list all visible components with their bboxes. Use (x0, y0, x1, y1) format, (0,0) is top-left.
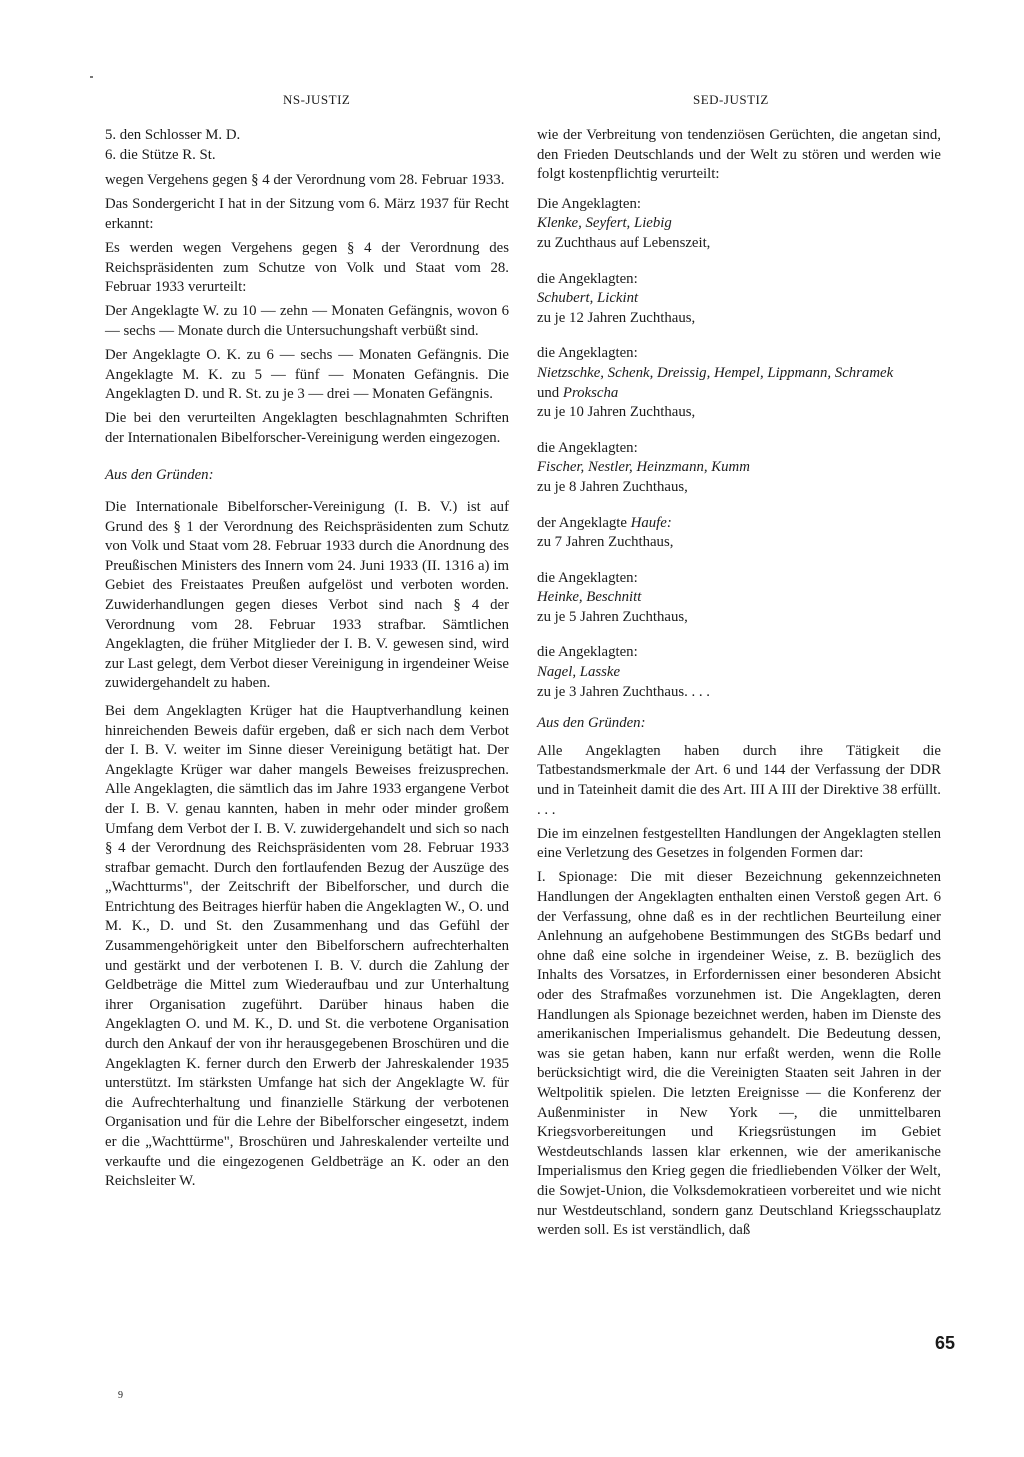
paragraph: wegen Vergehens gegen § 4 der Verordnung vom 28. Februar 1933. (105, 172, 505, 189)
verdict-sentence: zu Zuchthaus auf Lebenszeit, (537, 234, 711, 251)
verdict-names: Schubert, Lickint (537, 290, 639, 307)
body-paragraph: Die im einzelnen festgestellten Handlungen der Angeklagten stellen eine Verletzung des Gesetzes in folgenden Formen dar: (537, 825, 941, 862)
paragraph: Das Sondergericht I hat in der Sitzung vom 6. März 1937 für Recht erkannt: (105, 196, 509, 232)
verdict-names: Heinke, Beschnitt (537, 589, 642, 606)
running-header-left: NS-JUSTIZ (283, 92, 351, 107)
verdict-block (537, 439, 941, 498)
body-paragraph: Die Internationale Bibelforscher-Vereinigung (I. B. V.) ist auf Grund des § 1 der Verordnung des Reichspräsidenten zum Schutz von Volk und Staat vom 28. Februar 1933 durch die Anordnung des Preußischen Ministers des Innern vom 24. Juni 1933 (II. 1316 a) im Gebiet des Freistaates Preußen aufgelöst und verboten worden. Zuwiderhandlungen gegen dieses Verbot sind nach § 4 der Verordnung vom 28. Februar 1933 strafbar. Sämtlichen Angeklagten, die früher Mitglieder der I. B. V. gewesen sind, wird zur Last gelegt, dem Verbot dieser Vereinigung in irgendeiner Weise zuwidergehandelt zu haben. (105, 499, 509, 692)
page-number: 65 (935, 1333, 956, 1353)
scan-speck (90, 76, 93, 78)
verdict-label: die Angeklagten: (537, 439, 638, 456)
verdict-label: die Angeklagten: (537, 345, 638, 362)
verdict-names: Nagel, Lasske (537, 664, 621, 681)
verdict-names: Nietzschke, Schenk, Dreissig, Hempel, Lippmann, Schramek (537, 364, 894, 381)
signature-mark: 9 (118, 1390, 123, 1401)
verdict-names: Haufe: (630, 514, 672, 531)
verdict-block (537, 569, 941, 628)
verdict-names: Fischer, Nestler, Heinzmann, Kumm (537, 459, 750, 476)
verdict-label: der Angeklagte (537, 514, 627, 531)
verdict-sentence: zu je 12 Jahren Zuchthaus, (537, 309, 696, 326)
verdict-sentence: zu je 5 Jahren Zuchthaus, (537, 608, 688, 625)
paragraph: Der Angeklagte W. zu 10 — zehn — Monaten Gefängnis, wovon 6 — sechs — Monate durch die Untersuchungshaft verbüßt sind. (105, 303, 509, 339)
verdict-label: die Angeklagten: (537, 644, 638, 661)
verdict-block (537, 514, 941, 553)
verdict-names-tail: Prokscha (562, 384, 619, 401)
verdict-label: die Angeklagten: (537, 569, 638, 586)
body-paragraph: Alle Angeklagten haben durch ihre Tätigkeit die Tatbestandsmerkmale der Art. 6 und 144 der Verfassung der DDR und in Tateinheit damit die des Art. III A III der Direktive 38 erfüllt. . . . (537, 742, 941, 818)
right-column (537, 126, 941, 1245)
verdict-sentence: zu 7 Jahren Zuchthaus, (537, 534, 674, 551)
verdict-block (537, 270, 941, 329)
paragraph: Es werden wegen Vergehens gegen § 4 der Verordnung des Reichspräsidenten zum Schutze von Volk und Staat vom 28. Februar 1933 verurteilt: (105, 239, 509, 296)
verdict-block (537, 643, 941, 702)
body-paragraph: I. Spionage: Die mit dieser Bezeichnung gekennzeichneten Handlungen der Angeklagten enthalten einen Verstoß gegen Art. 6 der Verfassung, ohne daß es in der rechtlichen Beurteilung einer Anlehnung an aufgehobene Bestimmungen des StGBs bedarf und ohne daß eine solche in irgendeiner Weise, z. B. bezüglich des Inhalts des Vorsatzes, in Erfordernissen einer besonderen Absicht oder des Strafmaßes vorzunehmen ist. Die Angeklagten, deren Handlungen als Spionage bezeichnet werden, haben im Dienste des amerikanischen Imperialismus gehandelt. Die Bedeutung dessen, was sie getan haben, kann nur erfaßt werden, wenn die Rolle berücksichtigt wird, die die Vereinigten Staaten seit Jahren in der Weltpolitik spielen. Die letzten Ereignisse — die Konferenz der Außenminister in New York —, die unmittelbaren Kriegsvorbereitungen und Kriegsrüstungen im Gebiet Westdeutschlands lassen klar erkennen, wie der amerikanische Imperialismus den Krieg gegen die friedliebenden Völker der Welt, die Sowjet-Union, die Volksdemokratieen vorbereitet und wie nicht nur Westdeutschland, sondern ganz Deutschland Kriegsschauplatz werden soll. Es ist verständlich, daß (537, 869, 941, 1239)
verdict-block (537, 195, 941, 254)
verdict-names: Klenke, Seyfert, Liebig (537, 215, 672, 232)
verdict-sentence: zu je 8 Jahren Zuchthaus, (537, 478, 688, 495)
list-item: 6. die Stütze R. St. (105, 146, 216, 163)
paragraph: Die bei den verurteilten Angeklagten beschlagnahmten Schriften der Internationalen Bibelforscher-Vereinigung werden eingezogen. (105, 410, 509, 446)
section-heading: Aus den Gründen: (105, 467, 214, 484)
verdict-sentence: zu je 10 Jahren Zuchthaus, (537, 404, 696, 421)
verdict-label: Die Angeklagten: (537, 195, 641, 212)
left-column (105, 126, 509, 1196)
section-heading: Aus den Gründen: (537, 715, 646, 732)
verdict-names-and: und (537, 384, 560, 401)
body-paragraph: Bei dem Angeklagten Krüger hat die Hauptverhandlung keinen hinreichenden Beweis dafür ergeben, daß er sich nach dem Verbot der I. B. V. weiter im Sinne dieser Vereinigung betätigt hat. Der Angeklagte Krüger war daher mangels Beweises freizusprechen. Alle Angeklagten, die sämtlich das im Jahre 1933 ergangene Verbot der I. B. V. genau kannten, haben in mehr oder minder großem Umfang dem Verbot der I. B. V. zuwidergehandelt und sich so nach § 4 der Verordnung des Reichspräsidenten vom 28. Februar 1933 strafbar gemacht. Durch den fortlaufenden Bezug der Auszüge des „Wachtturms", der Zeitschrift der Bibelforscher, und durch die Entrichtung des Beitrages hierfür haben die Angeklagten W., O. und M. K., D. und St. den Zusammenhang und das Gefühl der Zusammengehörigkeit unter den Bibelforschern aufrechterhalten und gestärkt und der verbotenen I. B. V. durch die Zahlung der Geldbeträge die Mittel zum Wiederaufbau und zur Unterhaltung ihrer Organisation zugeführt. Darüber hinaus haben die Angeklagten O. und M. K., D. und St. die verbotene Organisation durch den Ankauf der von ihr herausgegebenen Broschüren und die Angeklagten K. ferner durch den Erwerb der Jahreskalender 1935 unterstützt. Im stärksten Umfange hat sich der Angeklagte W. für die Aufrechterhaltung und finanzielle Stärkung der verbotenen Organisation und für die Lehre der Bibelforscher eingesetzt, indem er die „Wachttürme", Broschüren und Jahreskalender verteilte und verkaufte und die eingezogenen Geldbeträge an K. oder an den Reichsleiter W. (105, 702, 509, 1190)
verdict-label: die Angeklagten: (537, 270, 638, 287)
verdict-sentence: zu je 3 Jahren Zuchthaus. . . . (537, 683, 710, 700)
paragraph: wie der Verbreitung von tendenziösen Gerüchten, die angetan sind, den Frieden Deutschlands und der Welt zu stören und werden wie folgt kostenpflichtig verurteilt: (537, 127, 941, 183)
paragraph: Der Angeklagte O. K. zu 6 — sechs — Monaten Gefängnis. Die Angeklagte M. K. zu 5 — fünf — Monaten Gefängnis. Die Angeklagten D. und R. St. zu je 3 — drei — Monaten Gefängnis. (105, 346, 509, 403)
verdict-block (537, 344, 941, 422)
list-item: 5. den Schlosser M. D. (105, 127, 241, 143)
running-header-right: SED-JUSTIZ (693, 92, 769, 107)
